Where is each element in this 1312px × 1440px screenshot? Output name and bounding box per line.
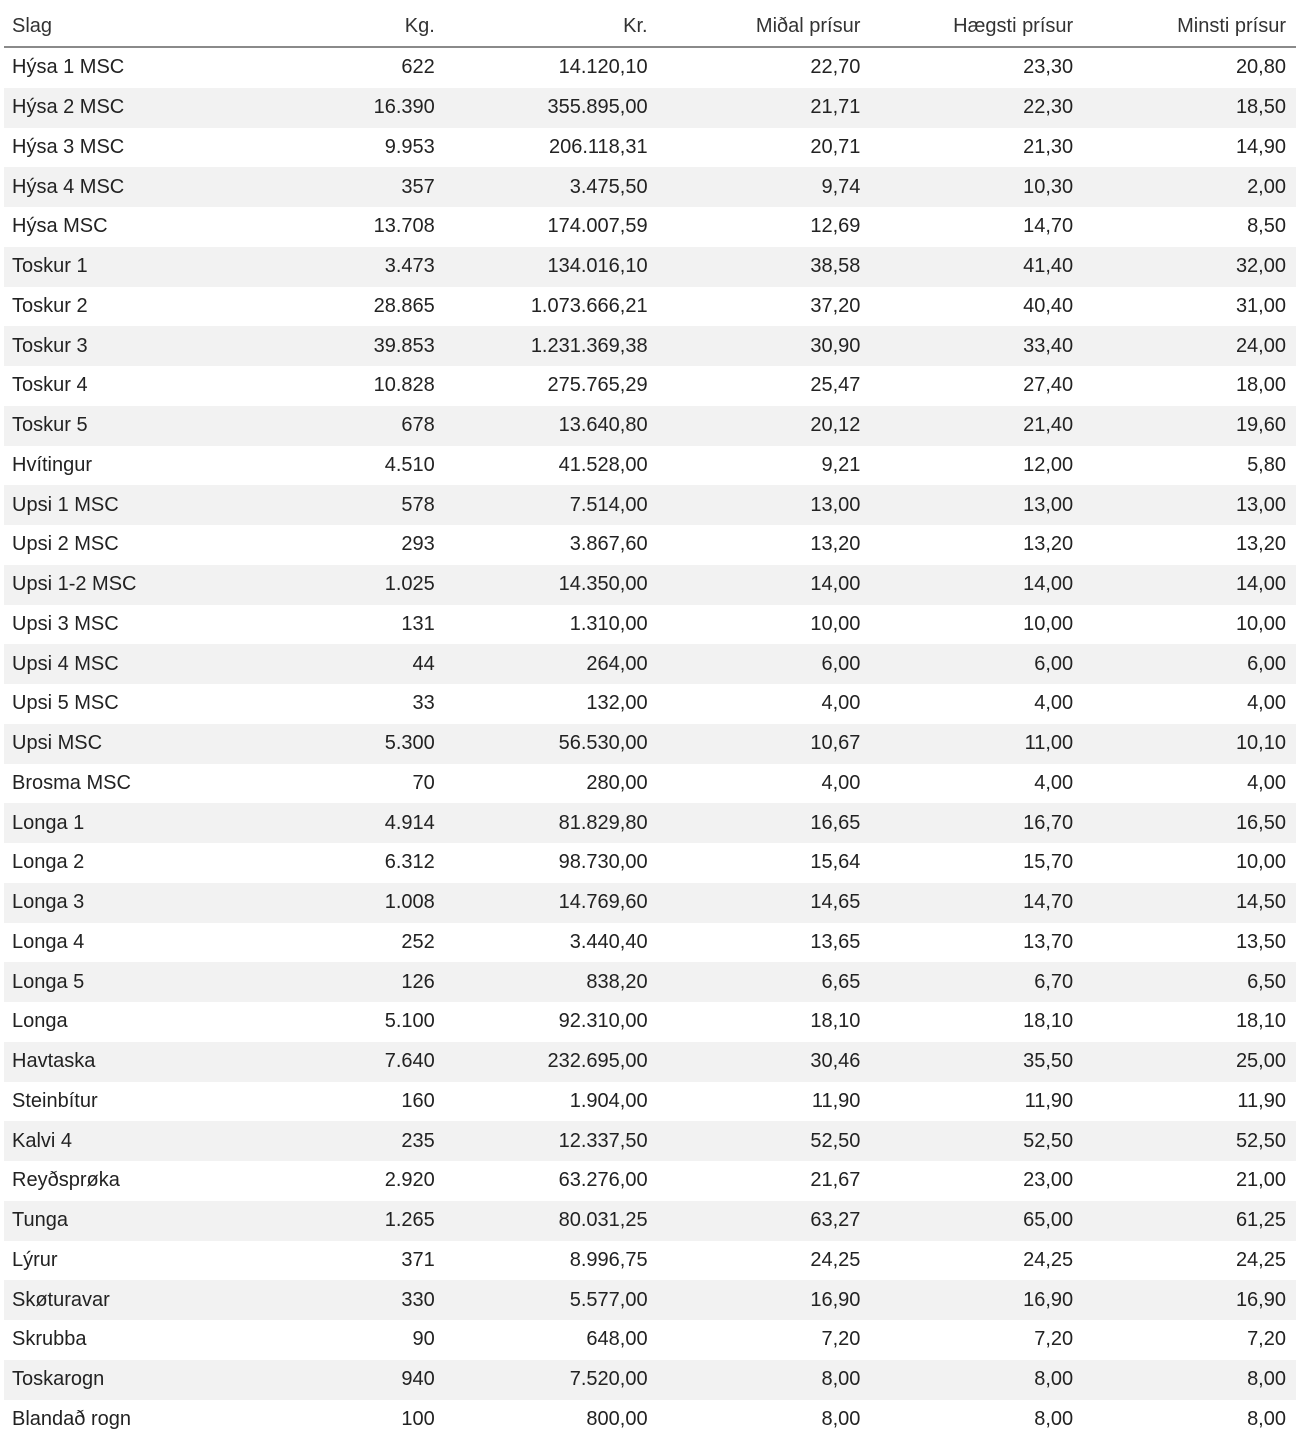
- table-row: [4, 644, 1296, 684]
- cell-min-price: 4,00: [1247, 771, 1286, 794]
- cell-slag: Upsi 1-2 MSC: [4, 565, 232, 605]
- cell-max-price: 52,50: [870, 1121, 1083, 1161]
- table-row: [4, 962, 1296, 1002]
- table-row: [4, 1400, 1296, 1440]
- table-row: [4, 287, 1296, 327]
- cell-avg-price: 52,50: [658, 1121, 871, 1161]
- table-row: [4, 485, 1296, 525]
- cell-kr: 3.440,40: [569, 930, 648, 953]
- cell-avg-price: 11,90: [811, 1089, 861, 1112]
- cell-avg-price: 4,00: [821, 692, 861, 715]
- table-row: [4, 803, 1296, 843]
- cell-avg-price: 37,20: [810, 294, 861, 317]
- cell-slag: Hýsa MSC: [12, 215, 108, 238]
- cell-avg-price: 30,46: [658, 1042, 871, 1082]
- cell-avg-price: 8,00: [658, 1360, 871, 1400]
- cell-kg: 235: [232, 1121, 445, 1161]
- cell-min-price: 18,00: [1235, 374, 1286, 397]
- cell-avg-price: 24,25: [810, 1248, 861, 1271]
- cell-avg-price: 30,90: [658, 326, 871, 366]
- cell-max-price: 10,00: [1023, 612, 1074, 635]
- table-header: [4, 6, 1296, 47]
- cell-slag: Kalvi 4: [4, 1121, 232, 1161]
- cell-kr: 80.031,25: [445, 1201, 658, 1241]
- cell-min-price: 21,00: [1235, 1169, 1286, 1192]
- cell-slag: Hýsa 1 MSC: [12, 56, 125, 79]
- column-header-kr[interactable]: Kr.: [445, 6, 658, 47]
- cell-avg-price: 18,10: [810, 1010, 861, 1033]
- cell-kr: 264,00: [445, 644, 658, 684]
- cell-slag: Toskur 5: [4, 406, 232, 446]
- column-header-min-price[interactable]: Minsti prísur: [1083, 6, 1296, 47]
- cell-min-price: 13,20: [1235, 533, 1286, 556]
- table-row: [4, 923, 1296, 963]
- cell-min-price: 19,60: [1083, 406, 1296, 446]
- cell-max-price: 33,40: [870, 326, 1083, 366]
- cell-kg: 330: [232, 1280, 445, 1320]
- cell-slag: Toskur 1: [4, 247, 232, 287]
- cell-slag: Skrubba: [12, 1328, 87, 1351]
- cell-max-price: 35,50: [870, 1042, 1083, 1082]
- table-row: [4, 167, 1296, 207]
- cell-slag: Upsi 4 MSC: [4, 644, 232, 684]
- cell-max-price: 14,70: [1023, 215, 1074, 238]
- cell-kg: 10.828: [373, 374, 435, 397]
- cell-kr: 56.530,00: [445, 724, 658, 764]
- cell-min-price: 16,90: [1083, 1280, 1296, 1320]
- cell-max-price: 10,30: [870, 167, 1083, 207]
- cell-kg: 1.025: [232, 565, 445, 605]
- cell-kr: 134.016,10: [445, 247, 658, 287]
- cell-kr: 838,20: [445, 962, 658, 1002]
- cell-kg: 70: [412, 771, 435, 794]
- cell-max-price: 40,40: [1023, 294, 1074, 317]
- table-row: [4, 1042, 1296, 1082]
- cell-kg: 5.300: [232, 724, 445, 764]
- cell-avg-price: 20,12: [658, 406, 871, 446]
- cell-max-price: 8,00: [1034, 1407, 1074, 1430]
- cell-avg-price: 9,21: [821, 453, 861, 476]
- cell-min-price: 18,50: [1083, 88, 1296, 128]
- cell-max-price: 23,30: [1023, 56, 1074, 79]
- cell-kg: 90: [412, 1328, 435, 1351]
- cell-kg: 13.708: [373, 215, 435, 238]
- cell-kr: 3.867,60: [569, 533, 648, 556]
- cell-avg-price: 13,00: [658, 485, 871, 525]
- cell-min-price: 10,00: [1235, 612, 1286, 635]
- cell-avg-price: 7,20: [821, 1328, 861, 1351]
- cell-avg-price: 16,65: [658, 803, 871, 843]
- cell-avg-price: 22,70: [810, 56, 861, 79]
- cell-max-price: 21,40: [870, 406, 1083, 446]
- cell-kg: 357: [232, 167, 445, 207]
- table-row: [4, 326, 1296, 366]
- cell-min-price: 24,25: [1235, 1248, 1286, 1271]
- table-row: [4, 883, 1296, 923]
- cell-avg-price: 6,65: [658, 962, 871, 1002]
- cell-kg: 6.312: [384, 851, 435, 874]
- cell-max-price: 23,00: [1023, 1169, 1074, 1192]
- cell-max-price: 21,30: [1023, 135, 1074, 158]
- cell-max-price: 8,00: [870, 1360, 1083, 1400]
- cell-kg: 5.100: [384, 1010, 435, 1033]
- cell-kr: 7.520,00: [445, 1360, 658, 1400]
- cell-min-price: 6,50: [1083, 962, 1296, 1002]
- cell-slag: Upsi 1 MSC: [4, 485, 232, 525]
- cell-min-price: 32,00: [1083, 247, 1296, 287]
- cell-min-price: 8,50: [1247, 215, 1286, 238]
- cell-slag: Upsi 2 MSC: [12, 533, 119, 556]
- cell-min-price: 14,50: [1083, 883, 1296, 923]
- table-row: [4, 843, 1296, 883]
- cell-kr: 1.073.666,21: [530, 294, 648, 317]
- cell-max-price: 11,90: [1024, 1089, 1074, 1112]
- cell-kr: 280,00: [586, 771, 648, 794]
- table-row: [4, 1082, 1296, 1122]
- cell-max-price: 18,10: [1023, 1010, 1074, 1033]
- cell-avg-price: 16,90: [658, 1280, 871, 1320]
- cell-min-price: 2,00: [1083, 167, 1296, 207]
- cell-kr: 174.007,59: [547, 215, 648, 238]
- column-header-avg-price[interactable]: Miðal prísur: [658, 6, 871, 47]
- cell-avg-price: 10,67: [658, 724, 871, 764]
- column-header-slag[interactable]: Slag: [4, 6, 232, 47]
- cell-max-price: 65,00: [870, 1201, 1083, 1241]
- column-header-max-price[interactable]: Hægsti prísur: [870, 6, 1083, 47]
- cell-kr: 800,00: [586, 1407, 648, 1430]
- cell-kg: 28.865: [373, 294, 435, 317]
- cell-max-price: 22,30: [870, 88, 1083, 128]
- table-row: [4, 764, 1296, 804]
- cell-slag: Brosma MSC: [12, 771, 131, 794]
- cell-max-price: 13,00: [870, 485, 1083, 525]
- cell-kg: 131: [401, 612, 435, 635]
- table-row: [4, 207, 1296, 247]
- cell-avg-price: 21,71: [658, 88, 871, 128]
- cell-max-price: 41,40: [870, 247, 1083, 287]
- cell-slag: Toskarogn: [4, 1360, 232, 1400]
- cell-kr: 14.120,10: [558, 56, 648, 79]
- cell-slag: Lýrur: [12, 1248, 58, 1271]
- cell-kr: 1.310,00: [569, 612, 648, 635]
- cell-avg-price: 13,20: [810, 533, 861, 556]
- cell-min-price: 8,00: [1247, 1407, 1286, 1430]
- cell-avg-price: 6,00: [658, 644, 871, 684]
- cell-kr: 232.695,00: [445, 1042, 658, 1082]
- cell-min-price: 24,00: [1083, 326, 1296, 366]
- cell-max-price: 4,00: [1034, 771, 1074, 794]
- cell-kr: 92.310,00: [558, 1010, 648, 1033]
- table-row: [4, 47, 1296, 88]
- cell-slag: Longa 1: [4, 803, 232, 843]
- cell-kg: 2.920: [384, 1169, 435, 1192]
- table-row: [4, 128, 1296, 168]
- cell-avg-price: 38,58: [658, 247, 871, 287]
- cell-kg: 126: [232, 962, 445, 1002]
- cell-min-price: 61,25: [1083, 1201, 1296, 1241]
- cell-min-price: 25,00: [1083, 1042, 1296, 1082]
- cell-max-price: 14,70: [870, 883, 1083, 923]
- cell-min-price: 14,90: [1235, 135, 1286, 158]
- cell-kg: 940: [232, 1360, 445, 1400]
- cell-max-price: 7,20: [1034, 1328, 1074, 1351]
- table-row: [4, 1201, 1296, 1241]
- cell-min-price: 14,00: [1083, 565, 1296, 605]
- cell-max-price: 13,70: [1023, 930, 1074, 953]
- cell-slag: Skøturavar: [4, 1280, 232, 1320]
- table-row: [4, 1241, 1296, 1281]
- header-row: [4, 6, 1296, 47]
- cell-avg-price: 20,71: [810, 135, 861, 158]
- cell-max-price: 6,70: [870, 962, 1083, 1002]
- cell-min-price: 20,80: [1235, 56, 1286, 79]
- cell-kr: 8.996,75: [569, 1248, 648, 1271]
- cell-slag: Hýsa 4 MSC: [4, 167, 232, 207]
- cell-kg: 39.853: [232, 326, 445, 366]
- cell-kr: 355.895,00: [445, 88, 658, 128]
- cell-kg: 160: [401, 1089, 435, 1112]
- cell-slag: Longa 3: [4, 883, 232, 923]
- cell-avg-price: 63,27: [658, 1201, 871, 1241]
- cell-slag: Steinbítur: [12, 1089, 98, 1112]
- cell-kr: 14.769,60: [445, 883, 658, 923]
- cell-kr: 13.640,80: [445, 406, 658, 446]
- cell-kg: 3.473: [232, 247, 445, 287]
- cell-kg: 9.953: [384, 135, 435, 158]
- cell-max-price: 11,00: [870, 724, 1083, 764]
- cell-kr: 648,00: [586, 1328, 648, 1351]
- cell-kr: 81.829,80: [445, 803, 658, 843]
- cell-slag: Tunga: [4, 1201, 232, 1241]
- cell-avg-price: 15,64: [810, 851, 861, 874]
- cell-slag: Toskur 4: [12, 374, 88, 397]
- cell-avg-price: 25,47: [810, 374, 861, 397]
- table-row: [4, 1002, 1296, 1042]
- cell-kg: 371: [401, 1248, 435, 1271]
- cell-kg: 678: [232, 406, 445, 446]
- cell-max-price: 13,20: [1023, 533, 1074, 556]
- table-row: [4, 1360, 1296, 1400]
- cell-min-price: 4,00: [1247, 692, 1286, 715]
- price-table-container: [4, 6, 1296, 1439]
- cell-kr: 7.514,00: [445, 485, 658, 525]
- cell-max-price: 15,70: [1023, 851, 1074, 874]
- cell-slag: Longa: [12, 1010, 68, 1033]
- cell-slag: Longa 2: [12, 851, 85, 874]
- cell-min-price: 18,10: [1235, 1010, 1286, 1033]
- cell-kr: 14.350,00: [445, 565, 658, 605]
- cell-kg: 4.914: [232, 803, 445, 843]
- table-row: [4, 366, 1296, 406]
- cell-slag: Reyðsprøka: [12, 1169, 120, 1192]
- cell-max-price: 16,90: [870, 1280, 1083, 1320]
- cell-min-price: 10,10: [1083, 724, 1296, 764]
- cell-min-price: 6,00: [1083, 644, 1296, 684]
- cell-max-price: 24,25: [1023, 1248, 1074, 1271]
- table-row: [4, 446, 1296, 486]
- cell-kg: 578: [232, 485, 445, 525]
- table-row: [4, 1121, 1296, 1161]
- cell-slag: Longa 4: [12, 930, 85, 953]
- cell-kg: 622: [401, 56, 435, 79]
- cell-max-price: 27,40: [1023, 374, 1074, 397]
- cell-slag: Hýsa 2 MSC: [4, 88, 232, 128]
- cell-avg-price: 14,65: [658, 883, 871, 923]
- table-row: [4, 88, 1296, 128]
- cell-min-price: 10,00: [1235, 851, 1286, 874]
- cell-slag: Hýsa 3 MSC: [12, 135, 125, 158]
- cell-max-price: 14,00: [870, 565, 1083, 605]
- price-table: [4, 6, 1296, 1439]
- cell-slag: Blandað rogn: [12, 1407, 131, 1430]
- cell-kr: 1.904,00: [569, 1089, 648, 1112]
- cell-max-price: 4,00: [1034, 692, 1074, 715]
- cell-kr: 132,00: [586, 692, 648, 715]
- cell-kr: 275.765,29: [547, 374, 648, 397]
- cell-slag: Upsi MSC: [4, 724, 232, 764]
- cell-min-price: 13,50: [1235, 930, 1286, 953]
- cell-max-price: 12,00: [1023, 453, 1074, 476]
- cell-max-price: 6,00: [870, 644, 1083, 684]
- cell-avg-price: 9,74: [658, 167, 871, 207]
- cell-min-price: 5,80: [1247, 453, 1286, 476]
- table-row: [4, 605, 1296, 645]
- cell-kg: 252: [401, 930, 435, 953]
- cell-slag: Upsi 3 MSC: [12, 612, 119, 635]
- cell-min-price: 13,00: [1083, 485, 1296, 525]
- table-row: [4, 247, 1296, 287]
- cell-kg: 16.390: [232, 88, 445, 128]
- cell-slag: Upsi 5 MSC: [12, 692, 119, 715]
- table-row: [4, 1280, 1296, 1320]
- cell-slag: Toskur 3: [4, 326, 232, 366]
- table-row: [4, 724, 1296, 764]
- cell-min-price: 11,90: [1237, 1089, 1286, 1112]
- cell-kg: 293: [401, 533, 435, 556]
- table-row: [4, 525, 1296, 565]
- table-row: [4, 1320, 1296, 1360]
- cell-avg-price: 21,67: [810, 1169, 861, 1192]
- cell-kg: 44: [232, 644, 445, 684]
- cell-kg: 1.265: [232, 1201, 445, 1241]
- cell-min-price: 8,00: [1083, 1360, 1296, 1400]
- cell-slag: Havtaska: [4, 1042, 232, 1082]
- cell-kg: 4.510: [384, 453, 435, 476]
- cell-avg-price: 8,00: [821, 1407, 861, 1430]
- cell-kr: 41.528,00: [558, 453, 648, 476]
- cell-avg-price: 12,69: [810, 215, 861, 238]
- cell-min-price: 16,50: [1083, 803, 1296, 843]
- cell-kr: 206.118,31: [548, 135, 648, 158]
- column-header-kg[interactable]: Kg.: [232, 6, 445, 47]
- cell-kr: 63.276,00: [558, 1169, 648, 1192]
- cell-kr: 12.337,50: [445, 1121, 658, 1161]
- table-row: [4, 565, 1296, 605]
- cell-min-price: 31,00: [1235, 294, 1286, 317]
- cell-avg-price: 13,65: [810, 930, 861, 953]
- table-row: [4, 1161, 1296, 1201]
- cell-slag: Toskur 2: [12, 294, 88, 317]
- cell-kg: 100: [401, 1407, 435, 1430]
- table-row: [4, 684, 1296, 724]
- cell-kg: 7.640: [232, 1042, 445, 1082]
- cell-kg: 33: [412, 692, 435, 715]
- cell-slag: Longa 5: [4, 962, 232, 1002]
- cell-min-price: 52,50: [1083, 1121, 1296, 1161]
- cell-kr: 98.730,00: [558, 851, 648, 874]
- cell-min-price: 7,20: [1247, 1328, 1286, 1351]
- cell-kr: 3.475,50: [445, 167, 658, 207]
- table-body: [4, 47, 1296, 1439]
- cell-slag: Hvítingur: [12, 453, 93, 476]
- cell-avg-price: 10,00: [810, 612, 861, 635]
- cell-kg: 1.008: [232, 883, 445, 923]
- cell-avg-price: 14,00: [658, 565, 871, 605]
- cell-kr: 5.577,00: [445, 1280, 658, 1320]
- table-row: [4, 406, 1296, 446]
- cell-avg-price: 4,00: [821, 771, 861, 794]
- cell-kr: 1.231.369,38: [445, 326, 658, 366]
- cell-max-price: 16,70: [870, 803, 1083, 843]
